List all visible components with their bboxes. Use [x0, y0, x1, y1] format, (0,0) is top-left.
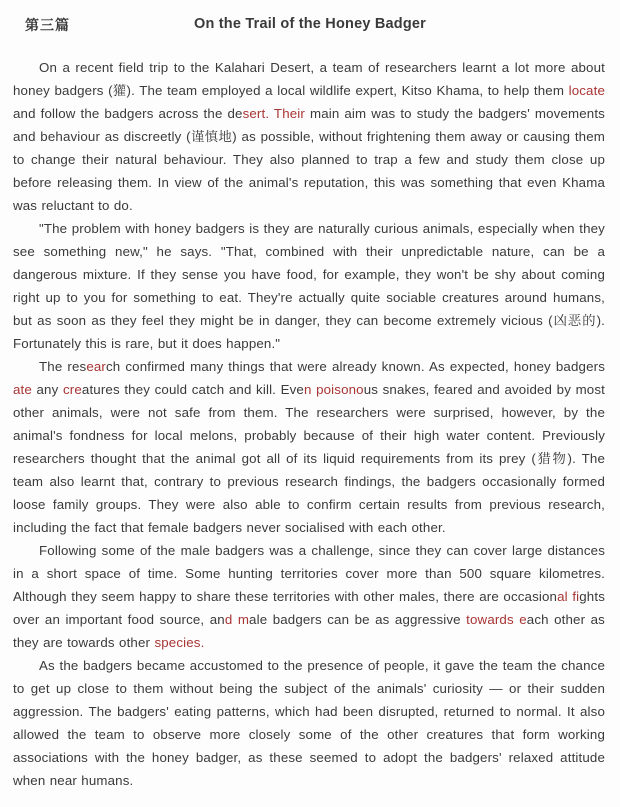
body-text: us snakes, feared and avoided by most other animals, were not safe from them. The researchers were surprised, however, by the animal's fondness for local melons, probably because of their high water content. Previously researchers thought that the animal got all of its liquid requirements from its prey (猎物). The team also learnt that, contrary to previous research findings, the badgers occasionally formed loose family groups. They were also able to confirm certain results from previous research, including the fact that female badgers never socialised with each other.	[13, 382, 605, 535]
body-text: On a recent field trip to the Kalahari Desert, a team of researchers learnt a lot more about honey badgers (獾). The team employed a local wildlife expert, Kitso Khama, to help them	[13, 60, 605, 98]
red-text: species.	[154, 635, 205, 650]
body-text: and follow the badgers across the de	[13, 106, 243, 121]
passage-header	[0, 0, 620, 44]
paragraph	[13, 654, 605, 792]
red-text: fi	[572, 589, 580, 604]
passage-body	[0, 44, 620, 792]
paragraph	[13, 56, 605, 217]
red-text: locate	[568, 83, 605, 98]
paragraph	[13, 539, 605, 654]
red-text: ate	[13, 382, 32, 397]
body-text: ch confirmed many things that were already known. As expected, honey badgers	[106, 359, 605, 374]
body-text: The res	[39, 359, 87, 374]
red-text: m	[237, 612, 250, 627]
red-text: sert. Their	[242, 106, 305, 121]
body-text: Following some of the male badgers was a challenge, since they can cover large distances in a short space of time. Some hunting territories cover more than 500 square kilometres. Although they seem happy to share these territories with other males, there are occasion	[13, 543, 605, 604]
body-text: any	[31, 382, 63, 397]
paragraph	[13, 217, 605, 355]
red-text: cre	[62, 382, 82, 397]
red-text: poisono	[316, 382, 364, 397]
red-text: e	[519, 612, 527, 627]
body-text: main aim was to study the badgers' movements and behaviour as discreetly (谨慎地) as possible, without frightening them away or causing them to change their natural behaviour. They also planned to trap a few and study them close up before releasing them. In view of the animal's reputation, this was something that even Khama was reluctant to do.	[13, 106, 605, 213]
paragraph	[13, 355, 605, 539]
body-text: ghts over an important food source, an	[13, 589, 605, 627]
passage-title: On the Trail of the Honey Badger	[194, 16, 426, 32]
red-text: n	[303, 382, 312, 397]
red-text: towards	[466, 612, 514, 627]
red-text: d	[224, 612, 233, 627]
body-text: "The problem with honey badgers is they are naturally curious animals, especially when they see something new," he says. "That, combined with their unpredictable nature, can be a dangerous mixture. If they sense you have food, for example, they won't be shy about coming right up to you for something to eat. They're actually quite sociable creatures around humans, but as soon as they feel they might be in danger, they can become extremely vicious (凶恶的). Fortunately this is rare, but it does happen."	[13, 221, 605, 351]
red-text: al	[557, 589, 568, 604]
body-text: atures they could catch and kill. Eve	[81, 382, 304, 397]
body-text: ale badgers can be as aggressive	[249, 612, 467, 627]
section-label: 第三篇	[25, 17, 70, 33]
body-text: As the badgers became accustomed to the presence of people, it gave the team the chance to get up close to them without being the subject of the animals' curiosity — or their sudden aggression. The badgers' eating patterns, which had been disrupted, returned to normal. It also allowed the team to observe more closely some of the other creatures that form working associations with the honey badger, as these seemed to adopt the badgers' relaxed attitude when near humans.	[13, 658, 605, 788]
red-text: ear	[86, 359, 106, 374]
body-text: ach other as they are towards other	[13, 612, 605, 650]
